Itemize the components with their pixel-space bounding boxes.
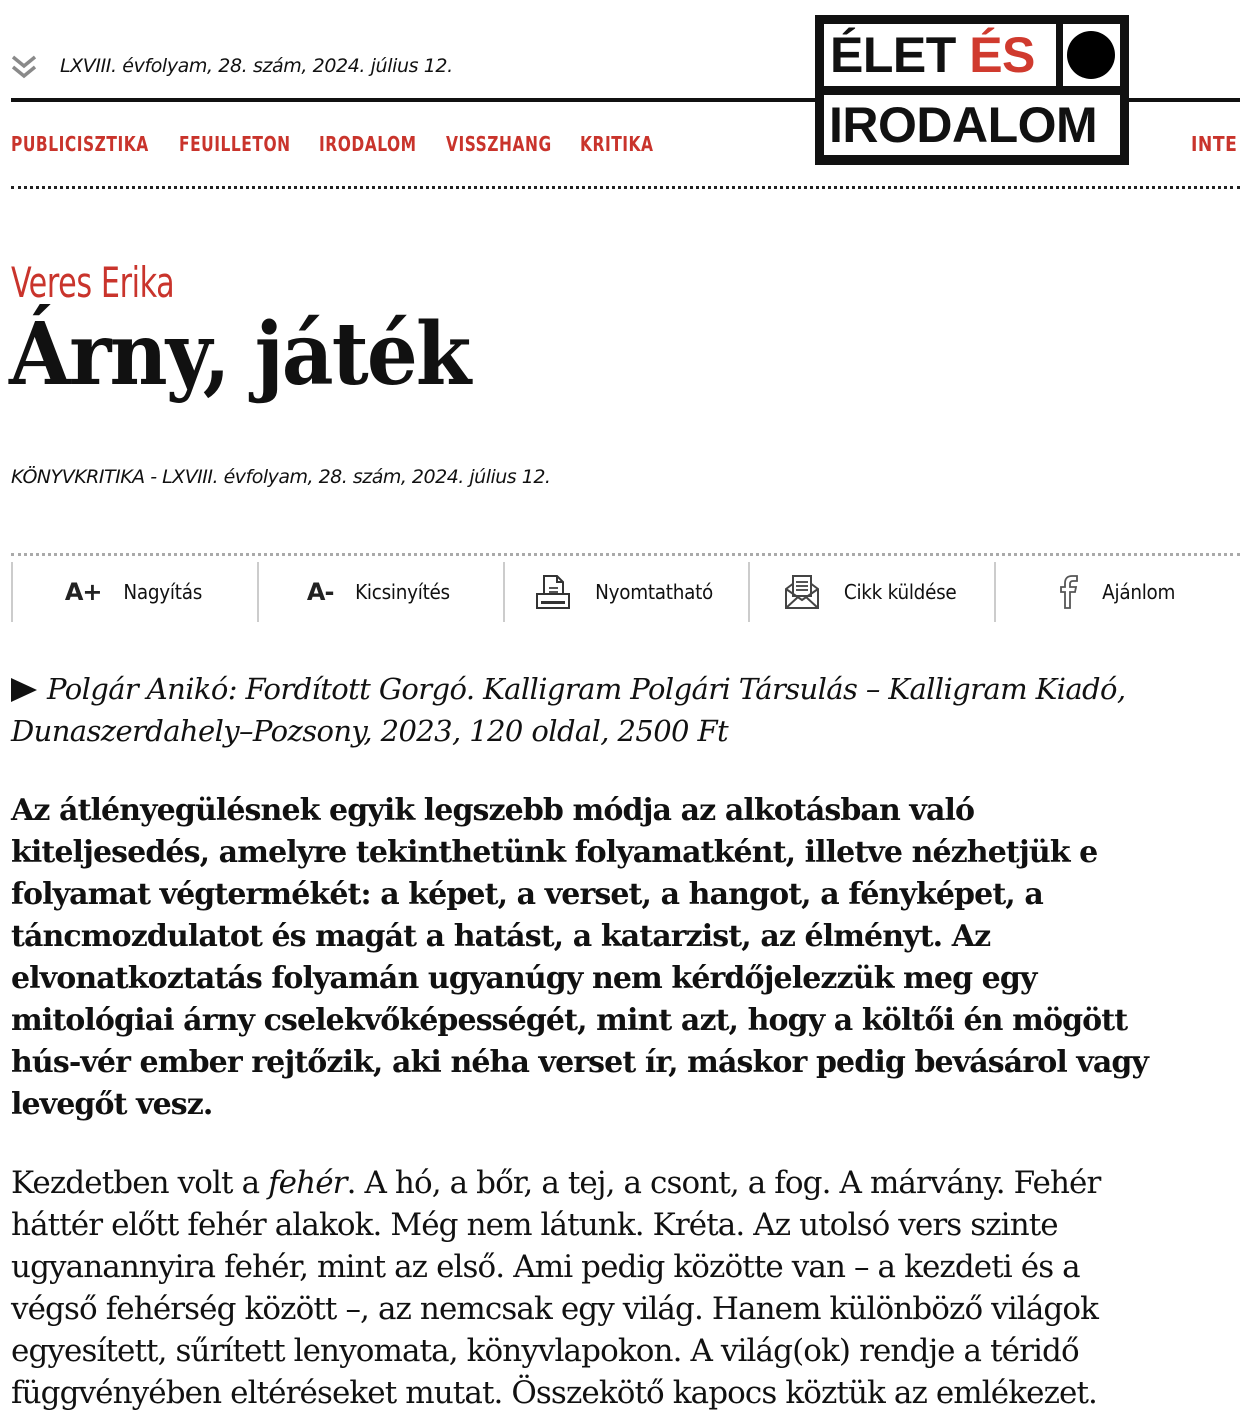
actions-divider [11,553,1240,556]
site-logo[interactable] [815,15,1129,165]
book-ref-line: Dunaszerdahely–Pozsony, 2023, 120 oldal, 2500 Ft [11,714,729,748]
action-label: Cikk küldése [843,580,957,604]
body-line [11,1162,1239,1204]
font-increase-icon: A+ [64,578,102,606]
article-title: Árny, játék [9,304,470,405]
article-body [11,1162,1239,1414]
body-line: végső fehérség között –, az nemcsak egy világ. Hanem különböző világok [11,1291,1098,1327]
issue-info: LXVIII. évfolyam, 28. szám, 2024. július 12. [60,55,453,77]
lead-line: mitológiai árny cselekvőképességét, mint azt, hogy a költői én mögött [11,1003,1128,1038]
lead-line: hús-vér ember rejtőzik, aki néha verset ír, máskor pedig bevásárol vagy [11,1045,1149,1080]
body-emphasis: fehér [268,1165,347,1201]
action-label: Nagyítás [122,580,202,604]
lead-line: levegőt vesz. [11,1087,213,1122]
recommend-button[interactable] [994,562,1240,622]
book-reference [11,668,1236,752]
action-label: Kicsinyítés [355,580,451,604]
site-header [0,0,1240,200]
body-line: ugyanannyira fehér, mint az első. Ami pedig közötte van – a kezdeti és a [11,1249,1080,1285]
logo-word-irodalom: IRODALOM [824,95,1120,155]
logo-dot-icon [1067,31,1115,79]
lead-line: elvonatkoztatás folyamán ugyanúgy nem kérdőjelezzük meg egy [11,961,1037,996]
triangle-right-icon [11,678,37,702]
email-icon [783,573,821,611]
action-label: Ajánlom [1102,580,1176,604]
logo-word-es: ÉS [969,27,1035,83]
nav-item-feuilleton[interactable]: FEUILLETON [179,132,291,156]
body-text: Kezdetben volt a [11,1165,269,1201]
double-chevron-down-icon[interactable] [10,52,38,82]
logo-top-text [824,24,1056,86]
action-label: Nyomtatható [595,580,714,604]
print-icon [534,574,572,610]
logo-dot-box [1063,24,1120,86]
body-line: egyesített, sűrített lenyomata, könyvlapokon. A világ(ok) rendje a téridő [11,1333,1079,1369]
facebook-icon [1057,574,1081,610]
print-button[interactable] [503,562,749,622]
logo-word-elet: ÉLET [830,27,956,83]
nav-item-kritika[interactable]: KRITIKA [580,132,654,156]
nav-item-irodalom[interactable]: IRODALOM [318,132,417,156]
lead-line: folyamat végtermékét: a képet, a verset, a hangot, a fényképet, a [11,877,1043,912]
send-article-button[interactable] [748,562,994,622]
article-actions [11,562,1240,622]
book-ref-line: Polgár Anikó: Fordított Gorgó. Kalligram Polgári Társulás – Kalligram Kiadó, [47,672,1126,706]
shrink-text-button[interactable] [257,562,503,622]
main-nav [11,132,690,156]
body-line: háttér előtt fehér alakok. Még nem látunk. Kréta. Az utolsó vers szinte [11,1207,1058,1243]
article-meta: KÖNYVKRITIKA - LXVIII. évfolyam, 28. szám, 2024. július 12. [11,466,551,488]
nav-item-visszhang[interactable]: VISSZHANG [446,132,553,156]
lead-line: kiteljesedés, amelyre tekinthetünk folyamatként, illetve nézhetjük e [11,835,1098,870]
nav-item-publicisztika[interactable]: PUBLICISZTIKA [11,132,149,156]
nav-divider [11,186,1240,189]
body-text: . A hó, a bőr, a tej, a csont, a fog. A márvány. Fehér [346,1165,1101,1201]
article-lead [11,790,1239,1126]
lead-line: táncmozdulatot és magát a hatást, a katarzist, az élményt. Az [11,919,991,954]
font-decrease-icon: A- [306,578,334,606]
enlarge-text-button[interactable] [11,562,257,622]
body-line: függvényében eltéréseket mutat. Összekötő kapocs köztük az emlékezet. [11,1375,1097,1411]
lead-line: Az átlényegülésnek egyik legszebb módja az alkotásban való [11,793,975,828]
article-author[interactable]: Veres Erika [11,258,175,307]
nav-item-overflow[interactable]: INTE [1191,132,1238,156]
